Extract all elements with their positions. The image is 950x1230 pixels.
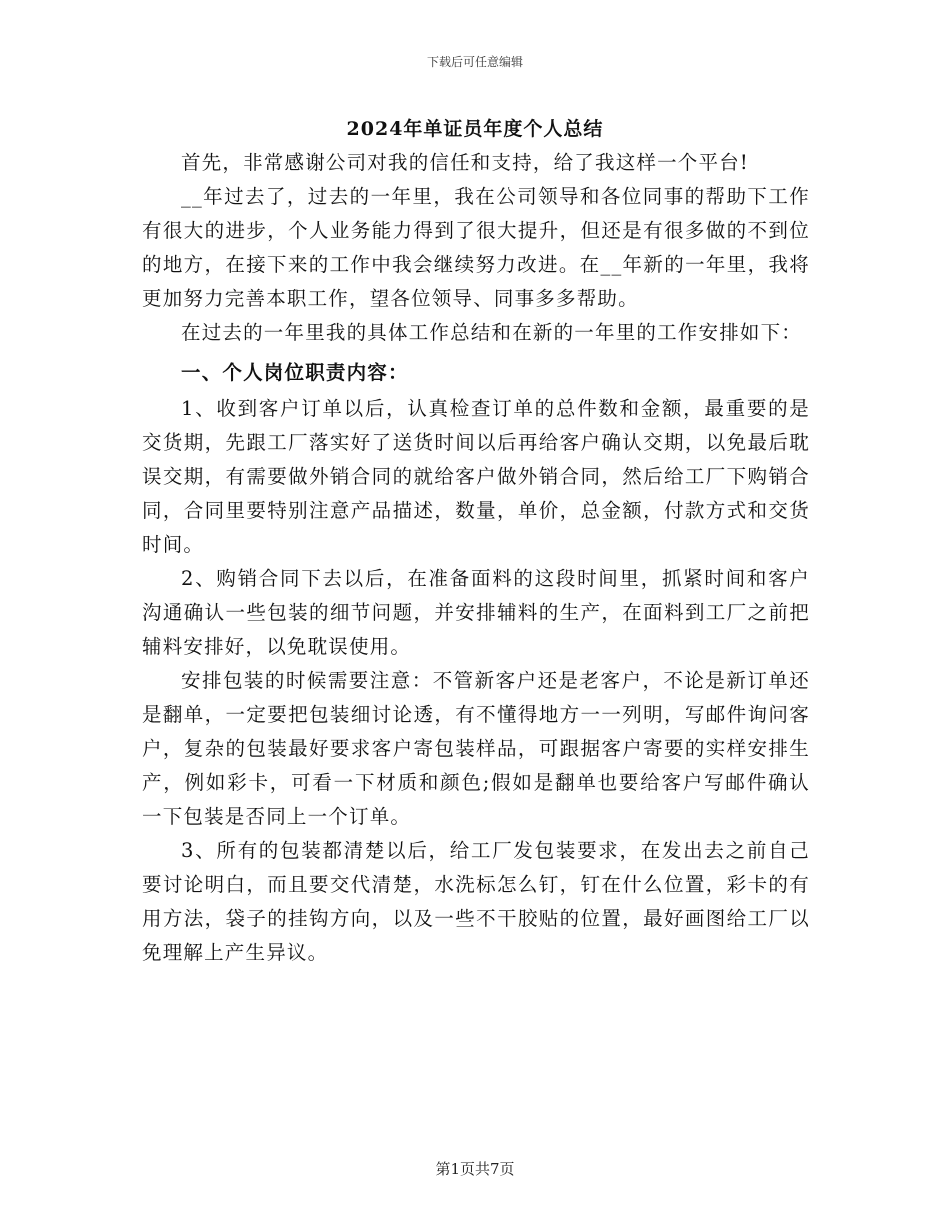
header-note: 下载后可任意编辑 <box>426 55 523 69</box>
document-body <box>142 146 810 970</box>
paragraph-thanks: 首先，非常感谢公司对我的信任和支持，给了我这样一个平台! <box>181 151 749 174</box>
paragraph-intro-plan: 在过去的一年里我的具体工作总结和在新的一年里的工作安排如下： <box>181 321 803 344</box>
page-number: 第1页共7页 <box>435 1160 515 1178</box>
paragraph-item-2: 2、购销合同下去以后，在准备面料的这段时间里，抓紧时间和客户沟通确认一些包装的细节问题，并安排辅料的生产，在面料到工厂之前把辅料安排好，以免耽误使用。 <box>142 567 810 658</box>
paragraph-item-3: 3、所有的包装都清楚以后，给工厂发包装要求，在发出去之前自己要讨论明白，而且要交代清楚，水洗标怎么钉，钉在什么位置，彩卡的有用方法，袋子的挂钩方向，以及一些不干胶贴的位置，最好画图给工厂以免理解上产生异议。 <box>142 839 810 964</box>
section-heading-duties: 一、个人岗位职责内容： <box>181 361 409 384</box>
paragraph-packaging-notes: 安排包装的时候需要注意：不管新客户还是老客户，不论是新订单还是翻单，一定要把包装细讨论透，有不懂得地方一一列明，写邮件询问客户，复杂的包装最好要求客户寄包装样品，可跟据客户寄要的实样安排生产，例如彩卡，可看一下材质和颜色;假如是翻单也要给客户写邮件确认一下包装是否同上一个订单。 <box>142 669 810 828</box>
paragraph-year-review: __年过去了，过去的一年里，我在公司领导和各位同事的帮助下工作有很大的进步，个人业务能力得到了很大提升，但还是有很多做的不到位的地方，在接下来的工作中我会继续努力改进。在__年新的一年里，我将更加努力完善本职工作，望各位领导、同事多多帮助。 <box>142 185 810 310</box>
paragraph-item-1: 1、收到客户订单以后，认真检查订单的总件数和金额，最重要的是交货期，先跟工厂落实好了送货时间以后再给客户确认交期，以免最后耽误交期，有需要做外销合同的就给客户做外销合同，然后给工厂下购销合同，合同里要特别注意产品描述，数量，单价，总金额，付款方式和交货时间。 <box>142 397 810 556</box>
document-title: 2024年单证员年度个人总结 <box>346 118 604 140</box>
